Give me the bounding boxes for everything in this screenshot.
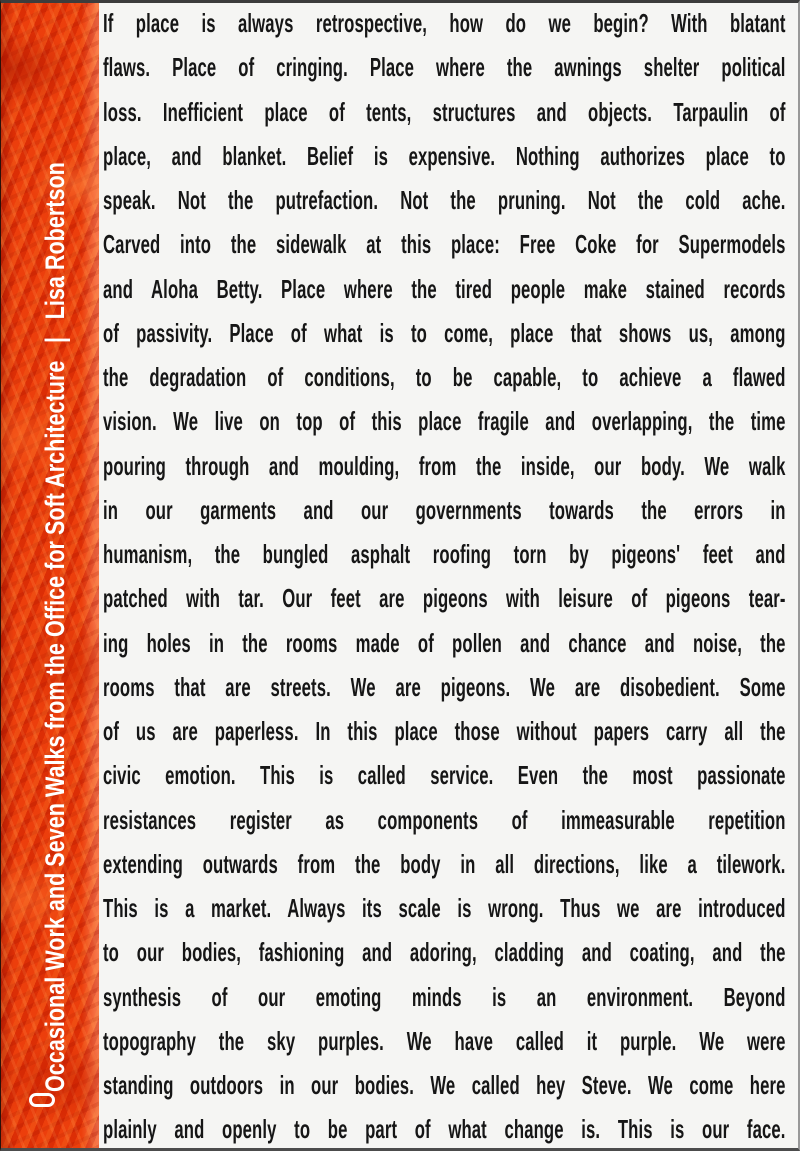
text-line: flaws. Place of cringing. Place where the awnings shelter political xyxy=(103,52,786,83)
text-line: extending outwards from the body in all directions, like a tilework. xyxy=(103,848,786,879)
text-line: to our bodies, fashioning and adoring, cladding and coating, and the xyxy=(103,937,786,968)
text-line: vision. We live on top of this place fragile and overlapping, the time xyxy=(103,406,786,437)
text-line: pouring through and moulding, from the inside, our body. We walk xyxy=(103,450,786,481)
text-line: synthesis of our emoting minds is an environment. Beyond xyxy=(103,981,786,1012)
text-line: of us are paperless. In this place those without papers carry all the xyxy=(103,716,786,746)
spine xyxy=(0,0,101,1151)
text-line: This is a market. Always its scale is wrong. Thus we are introduced xyxy=(103,893,786,923)
text-line: ing holes in the rooms made of pollen and chance and noise, the xyxy=(103,627,786,658)
book-title: Occasional Work and Seven Walks from the Office for Soft Architecture xyxy=(40,360,70,1092)
text-line: plainly and openly to be part of what change is. This is our face. xyxy=(103,1114,786,1145)
title-author-separator: | xyxy=(40,336,70,344)
publisher-logo xyxy=(29,1093,55,1107)
text-line: in our garments and our governments towards the errors in xyxy=(103,494,786,525)
text-line: If place is always retrospective, how do we begin? With blatant xyxy=(103,8,786,38)
text-line: rooms that are streets. We are pigeons. We are disobedient. Some xyxy=(103,671,786,702)
text-line: of passivity. Place of what is to come, place that shows us, among xyxy=(103,317,786,348)
text-line: resistances register as components of immeasurable repetition xyxy=(103,804,786,835)
text-line: patched with tar. Our feet are pigeons with leisure of pigeons tear- xyxy=(103,583,786,614)
text-line: Carved into the sidewalk at this place: Free Coke for Supermodels xyxy=(103,229,786,260)
text-line: speak. Not the putrefaction. Not the pruning. Not the cold ache. xyxy=(103,185,786,215)
text-line: civic emotion. This is called service. Even the most passionate xyxy=(103,760,786,791)
text-line: topography the sky purples. We have called it purple. We were xyxy=(103,1025,786,1056)
text-line: place, and blanket. Belief is expensive. Nothing authorizes place to xyxy=(103,140,786,171)
text-line: humanism, the bungled asphalt roofing torn by pigeons' feet and xyxy=(103,539,786,569)
spine-text xyxy=(40,162,70,1092)
text-line: the degradation of conditions, to be capable, to achieve a flawed xyxy=(103,362,786,392)
text-line: loss. Inefficient place of tents, structures and objects. Tarpaulin of xyxy=(103,96,786,127)
book-author: Lisa Robertson xyxy=(40,162,70,320)
body-text xyxy=(103,1,786,1151)
page-body xyxy=(99,0,800,1151)
text-line: and Aloha Betty. Place where the tired people make stained records xyxy=(103,273,786,304)
text-line: standing outdoors in our bodies. We called hey Steve. We come here xyxy=(103,1070,786,1100)
